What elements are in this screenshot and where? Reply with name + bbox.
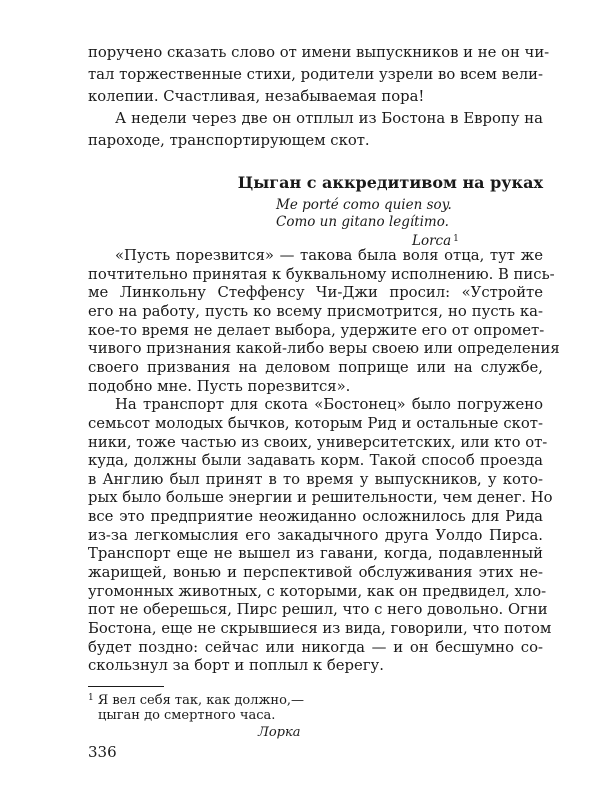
text-line: ме Линкольну Стеффенсу Чи-Джи просил: «Устройте — [88, 284, 543, 302]
text-line: пароходе, транспортирующем скот. — [88, 132, 370, 149]
text-line: кое-то время не делает выбора, удержите его от опромет- — [88, 321, 545, 339]
text-line: куда, должны были задавать корм. Такой способ проезда — [88, 452, 543, 470]
text-line: «Пусть порезвится» — такова была воля отца, тут же — [115, 247, 543, 264]
text-line: почтительно принятая к буквальному исполнению. В пись- — [88, 265, 555, 283]
footnote-reference[interactable]: 1 — [453, 234, 459, 244]
footnote-line: цыган до смертного часа. — [98, 708, 276, 723]
text-line: жарищей, вонью и перспективой обслуживания этих не- — [88, 564, 543, 582]
text-line: чивого признания какой-либо веры своею или определения — [88, 340, 560, 358]
footnote-rule — [88, 686, 164, 687]
text-line: Транспорт еще не вышел из гавани, когда, подавленный — [88, 545, 543, 563]
section-heading: Цыган с аккредитивом на руках — [237, 173, 543, 192]
text-line: рых было больше энергии и решительности, чем денег. Но — [88, 489, 553, 507]
footnote-author: Лорка — [258, 725, 301, 740]
text-line: На транспорт для скота «Бостонец» было погружено — [115, 396, 543, 414]
text-line: угомонных животных, с которыми, как он предвидел, хло- — [88, 582, 547, 600]
text-line: подобно мне. Пусть порезвится». — [88, 377, 351, 395]
page-number: 336 — [88, 743, 117, 761]
text-line: А недели через две он отплыл из Бостона в Европу на — [115, 110, 543, 127]
text-line: своего призвания на деловом поприще или на службе, — [88, 358, 543, 376]
footnote-mark: 1 — [88, 693, 94, 703]
text-line: из-за легкомыслия его закадычного друга Уолдо Пирса. — [88, 526, 543, 544]
text-line: семьсот молодых бычков, которым Рид и остальные скот- — [88, 414, 543, 432]
text-line: Бостона, еще не скрывшиеся из вида, говорили, что потом — [88, 620, 552, 637]
text-line: его на работу, пусть ко всему присмотрится, но пусть ка- — [88, 302, 543, 320]
epigraph-line: Me porté como quien soy. — [276, 197, 452, 213]
text-line: скользнул за борт и поплыл к берегу. — [88, 657, 384, 675]
epigraph-author-name: Lorca — [412, 233, 452, 249]
epigraph-line: Como un gitano legítimo. — [276, 214, 449, 230]
text-line: поручено сказать слово от имени выпускников и не он чи- — [88, 44, 550, 61]
text-line: в Англию был принят в то время у выпускников, у кото- — [88, 470, 543, 488]
text-line: будет поздно: сейчас или никогда — и он бесшумно со- — [88, 638, 543, 656]
text-line: пот не оберешься, Пирс решил, что с него довольно. Огни — [88, 601, 548, 619]
text-line: колепии. Счастливая, незабываемая пора! — [88, 88, 425, 105]
text-line: все это предприятие неожиданно осложнилось для Рида — [88, 508, 543, 526]
footnote-text: Я вел себя так, как должно,— — [97, 693, 305, 708]
text-line: тал торжественные стихи, родители узрели во всем вели- — [88, 66, 543, 83]
text-line: ники, тоже частью из своих, университетских, или кто от- — [88, 433, 548, 451]
